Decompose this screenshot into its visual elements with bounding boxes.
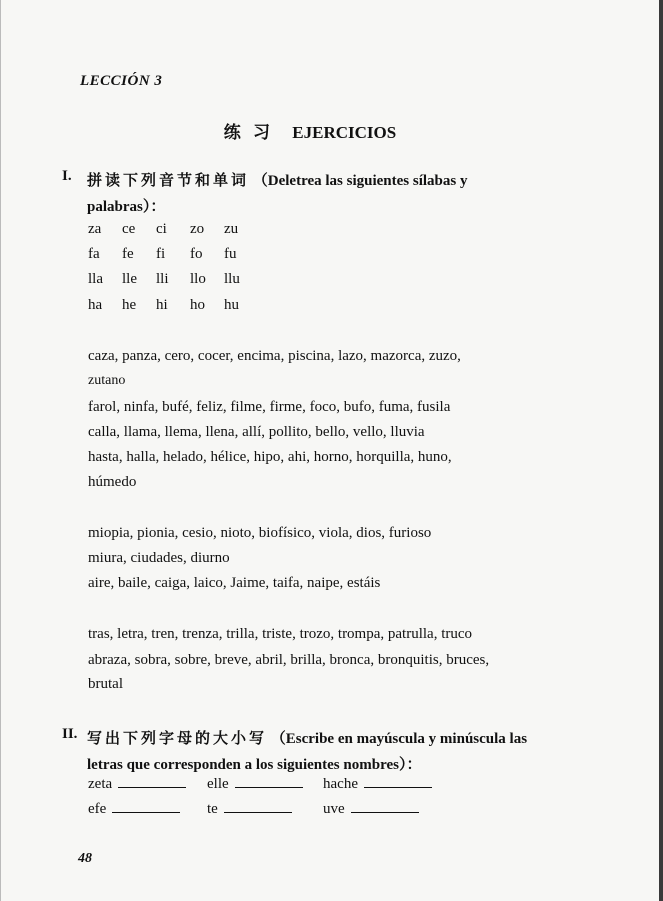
section-1-instruction-es-1: （Deletrea las siguientes sílabas y (252, 173, 468, 189)
word-line: calla, llama, llema, llena, allí, pollito, bello, vello, lluvia (88, 424, 425, 440)
syllable-row (88, 297, 258, 314)
syllable: ha (88, 297, 103, 313)
page-number: 48 (78, 851, 92, 866)
syllable-row (88, 221, 258, 238)
letter-name: efe (88, 801, 107, 817)
syllable: ho (190, 297, 205, 313)
exercise-title (0, 118, 620, 143)
lesson-heading: LECCIÓN 3 (80, 73, 163, 89)
answer-blank[interactable] (118, 777, 186, 788)
answer-blank[interactable] (224, 802, 292, 813)
syllable: lla (88, 271, 103, 287)
section-1-instruction (87, 168, 557, 220)
section-1-number: I. (62, 168, 72, 184)
section-1-instruction-zh: 拼读下列音节和单词 (87, 173, 250, 189)
letter-name-item (207, 801, 292, 818)
letter-name: zeta (88, 776, 113, 792)
syllable: he (122, 297, 137, 313)
section-2-instruction (87, 726, 587, 778)
answer-blank[interactable] (364, 777, 432, 788)
word-line: aire, baile, caiga, laico, Jaime, taifa, naipe, estáis (88, 575, 381, 591)
syllable: fo (190, 246, 203, 262)
word-line: abraza, sobra, sobre, breve, abril, brilla, bronca, bronquitis, bruces, (88, 652, 490, 668)
syllable: fe (122, 246, 134, 262)
syllable: ci (156, 221, 167, 237)
syllable: lle (122, 271, 137, 287)
letter-name: hache (323, 776, 358, 792)
title-chinese: 练 习 (223, 123, 275, 142)
section-2-instruction-es-2: letras que corresponden a los siguientes nombres）： (87, 757, 422, 773)
word-line: farol, ninfa, bufé, feliz, filme, firme, foco, bufo, fuma, fusila (88, 399, 451, 415)
letter-name: te (207, 801, 218, 817)
syllable: zu (224, 221, 239, 237)
syllable: lli (156, 271, 169, 287)
word-line: caza, panza, cero, cocer, encima, piscina, lazo, mazorca, zuzo, (88, 348, 461, 364)
section-2-instruction-zh: 写出下列字母的大小写 (87, 731, 268, 747)
page-right-border (659, 0, 663, 901)
syllable: fi (156, 246, 166, 262)
syllable: hi (156, 297, 168, 313)
answer-blank[interactable] (351, 802, 419, 813)
word-line: húmedo (88, 474, 137, 490)
syllable: zo (190, 221, 205, 237)
syllable: ce (122, 221, 136, 237)
answer-blank[interactable] (112, 802, 180, 813)
word-line: zutano (88, 373, 126, 388)
word-line: hasta, halla, helado, hélice, hipo, ahi, horno, horquilla, huno, (88, 449, 452, 465)
letter-name-item (323, 801, 419, 818)
letter-name-item (207, 776, 303, 793)
syllable: za (88, 221, 102, 237)
syllable-row (88, 271, 258, 288)
section-1-instruction-es-2: palabras）： (87, 199, 166, 215)
word-line: miopia, pionia, cesio, nioto, biofísico, viola, dios, furioso (88, 525, 432, 541)
letter-name: uve (323, 801, 345, 817)
syllable: llu (224, 271, 240, 287)
syllable: fu (224, 246, 237, 262)
title-spanish: EJERCICIOS (292, 123, 397, 142)
word-line: tras, letra, tren, trenza, trilla, triste, trozo, trompa, patrulla, truco (88, 626, 473, 642)
syllable: llo (190, 271, 206, 287)
letter-name: elle (207, 776, 229, 792)
syllable: fa (88, 246, 100, 262)
section-2-instruction-es-1: （Escribe en mayúscula y minúscula las (270, 731, 528, 747)
answer-blank[interactable] (235, 777, 303, 788)
word-line: miura, ciudades, diurno (88, 550, 230, 566)
word-line: brutal (88, 676, 123, 692)
syllable-row (88, 246, 258, 263)
section-2-number: II. (62, 726, 78, 742)
letter-name-item (323, 776, 432, 793)
letter-name-item (88, 801, 180, 818)
letter-name-item (88, 776, 186, 793)
syllable: hu (224, 297, 239, 313)
